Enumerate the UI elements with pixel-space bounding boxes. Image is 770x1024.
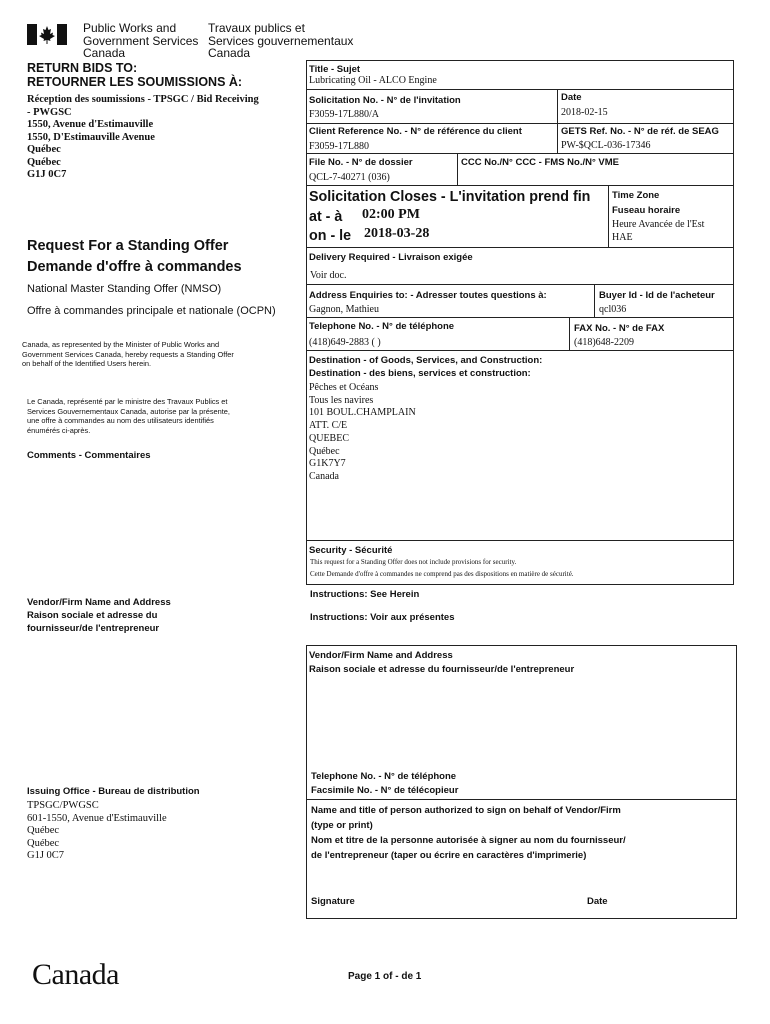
signature-date-label: Date: [587, 896, 608, 907]
authorized-line: (type or print): [311, 820, 373, 831]
dept-fr-line: Travaux publics et: [208, 21, 305, 35]
fax-value: (418)648-2209: [574, 337, 634, 348]
dept-fr-line: Canada: [208, 46, 251, 60]
destination-line: Tous les navires: [309, 394, 374, 406]
destination-line: Québec: [309, 445, 340, 457]
paragraph-line: énumérés ci-après.: [27, 425, 91, 435]
closes-at-label: at - à: [309, 209, 343, 225]
dept-en-line: Canada: [83, 46, 126, 60]
instructions-en: Instructions: See Herein: [310, 589, 420, 600]
department-name-fr: [208, 22, 353, 60]
gets-ref-label: GETS Ref. No. - N° de réf. de SEAG: [561, 126, 719, 137]
request-paragraph-fr: [27, 397, 230, 435]
security-label: Security - Sécurité: [309, 545, 393, 556]
date-value: 2018-02-15: [561, 107, 608, 118]
paragraph-line: Le Canada, représenté par le ministre des Travaux Publics et: [27, 397, 228, 406]
dept-en-line: Government Services: [83, 33, 199, 48]
authorized-line: Nom et titre de la personne autorisée à signer au nom du fournisseur/: [311, 835, 626, 846]
date-label: Date: [561, 92, 582, 103]
closes-time-value: 02:00 PM: [362, 207, 420, 222]
time-zone-line: Heure Avancée de l'Est: [612, 219, 705, 230]
destination-label-fr: Destination - des biens, services et construction:: [309, 368, 531, 379]
title-value: Lubricating Oil - ALCO Engine: [309, 75, 437, 86]
vendor-left-line: Raison sociale et adresse du: [27, 610, 158, 621]
client-ref-value: F3059-17L880: [309, 141, 369, 152]
vendor-left-line: Vendor/Firm Name and Address: [27, 597, 171, 608]
return-bids-title: [27, 61, 242, 89]
address-line: Québec: [27, 837, 60, 849]
destination-label-en: Destination - of Goods, Services, and Construction:: [309, 355, 543, 366]
gets-ref-value: PW-$QCL-036-17346: [561, 140, 651, 151]
paragraph-line: Services Gouvernementaux Canada, autorise par la présente,: [27, 406, 230, 416]
address-line: Québec: [27, 156, 61, 168]
time-zone-line: HAE: [612, 231, 633, 243]
address-line: TPSGC/PWGSC: [27, 800, 99, 811]
telephone-label: Telephone No. - N° de téléphone: [309, 321, 455, 332]
client-ref-label: Client Reference No. - N° de référence du client: [309, 126, 522, 137]
return-bids-title-en: RETURN BIDS TO:: [27, 61, 138, 75]
security-text-en: This request for a Standing Offer does not include provisions for security.: [310, 558, 517, 566]
request-title-fr: Demande d'offre à commandes: [27, 259, 242, 275]
vendor-left-label: [27, 596, 171, 635]
solicitation-no-label: Solicitation No. - N° de l'invitation: [309, 95, 461, 106]
vendor-box-label-fr: Raison sociale et adresse du fournisseur/de l'entrepreneur: [309, 664, 575, 675]
request-title: [27, 236, 242, 278]
vendor-telephone-label: Telephone No. - N° de téléphone: [311, 771, 457, 782]
enquiries-label: Address Enquiries to: - Adresser toutes questions à:: [309, 290, 547, 301]
page-number: Page 1 of - de 1: [348, 971, 422, 982]
comments-label: Comments - Commentaires: [27, 450, 151, 461]
offer-type-fr: Offre à commandes principale et nationale (OCPN): [27, 305, 276, 317]
file-no-value: QCL-7-40271 (036): [309, 172, 390, 183]
authorized-person-label: [311, 803, 626, 863]
issuing-office-label: Issuing Office - Bureau de distribution: [27, 786, 200, 797]
address-line: 1550, Avenue d'Estimauville: [27, 119, 154, 130]
destination-line: QUEBEC: [309, 432, 349, 444]
vendor-box: [306, 645, 737, 919]
paragraph-line: une offre à commandes au nom des utilisateurs identifiés: [27, 416, 214, 425]
vendor-facsimile-label: Facsimile No. - N° de télécopieur: [311, 785, 459, 796]
address-line: Québec: [27, 144, 61, 155]
closes-date-value: 2018-03-28: [364, 226, 430, 241]
delivery-required-value: Voir doc.: [310, 270, 347, 281]
solicitation-no-value: F3059-17L880/A: [309, 109, 379, 120]
telephone-value: (418)649-2883 ( ): [309, 337, 381, 348]
destination-line: G1K7Y7: [309, 458, 346, 470]
solicitation-closes-label: Solicitation Closes - L'invitation prend fin: [309, 189, 591, 205]
request-title-en: Request For a Standing Offer: [27, 238, 229, 254]
vendor-left-line: fournisseur/de l'entrepreneur: [27, 623, 160, 634]
destination-line: 101 BOUL.CHAMPLAIN: [309, 407, 416, 419]
canada-wordmark: Canada: [32, 958, 119, 991]
title-label: Title - Sujet: [309, 64, 361, 75]
security-text-fr: Cette Demande d'offre à commandes ne comprend pas des dispositions en matière de sécurité.: [310, 570, 574, 578]
enquiries-value: Gagnon, Mathieu: [309, 304, 379, 315]
canada-flag-icon: [27, 24, 67, 45]
signature-label: Signature: [311, 896, 355, 907]
file-no-label: File No. - N° de dossier: [309, 157, 413, 168]
return-bids-address: [27, 94, 259, 182]
address-line: - PWGSC: [27, 106, 72, 118]
destination-line: ATT. C/E: [309, 420, 348, 432]
authorized-line: de l'entrepreneur (taper ou écrire en caractères d'imprimerie): [311, 850, 587, 861]
time-zone-value: [612, 219, 704, 244]
address-line: 601-1550, Avenue d'Estimauville: [27, 812, 167, 824]
destination-line: Pêches et Océans: [309, 382, 379, 393]
authorized-line: Name and title of person authorized to sign on behalf of Vendor/Firm: [311, 805, 621, 816]
destination-line: Canada: [309, 470, 339, 482]
address-line: 1550, D'Estimauville Avenue: [27, 131, 155, 143]
paragraph-line: Canada, as represented by the Minister of Public Works and: [22, 340, 220, 349]
address-line: G1J 0C7: [27, 850, 65, 861]
dept-fr-line: Services gouvernementaux: [208, 33, 354, 48]
address-line: Réception des soumissions - TPSGC / Bid Receiving: [27, 94, 259, 105]
ccc-no-label: CCC No./N° CCC - FMS No./N° VME: [461, 157, 620, 168]
return-bids-title-fr: RETOURNER LES SOUMISSIONS À:: [27, 75, 243, 89]
paragraph-line: on behalf of the Identified Users herein.: [22, 359, 152, 368]
paragraph-line: Government Services Canada, hereby requests a Standing Offer: [22, 349, 234, 359]
destination-value: [309, 382, 416, 484]
address-line: Québec: [27, 825, 60, 836]
buyer-id-value: qcl036: [599, 304, 627, 315]
vendor-box-label-en: Vendor/Firm Name and Address: [309, 650, 453, 661]
dept-en-line: Public Works and: [83, 21, 177, 35]
time-zone-label-en: Time Zone: [612, 190, 660, 201]
time-zone-label-fr: Fuseau horaire: [612, 205, 681, 216]
offer-type-en: National Master Standing Offer (NMSO): [27, 283, 222, 295]
department-name-en: [83, 22, 198, 60]
delivery-required-label: Delivery Required - Livraison exigée: [309, 252, 473, 263]
fax-label: FAX No. - N° de FAX: [574, 323, 665, 334]
instructions-fr: Instructions: Voir aux présentes: [310, 612, 455, 623]
address-line: G1J 0C7: [27, 169, 67, 180]
issuing-office-address: [27, 800, 167, 863]
request-paragraph-en: [22, 340, 234, 369]
closes-on-label: on - le: [309, 228, 352, 244]
buyer-id-label: Buyer Id - Id de l'acheteur: [599, 290, 715, 301]
